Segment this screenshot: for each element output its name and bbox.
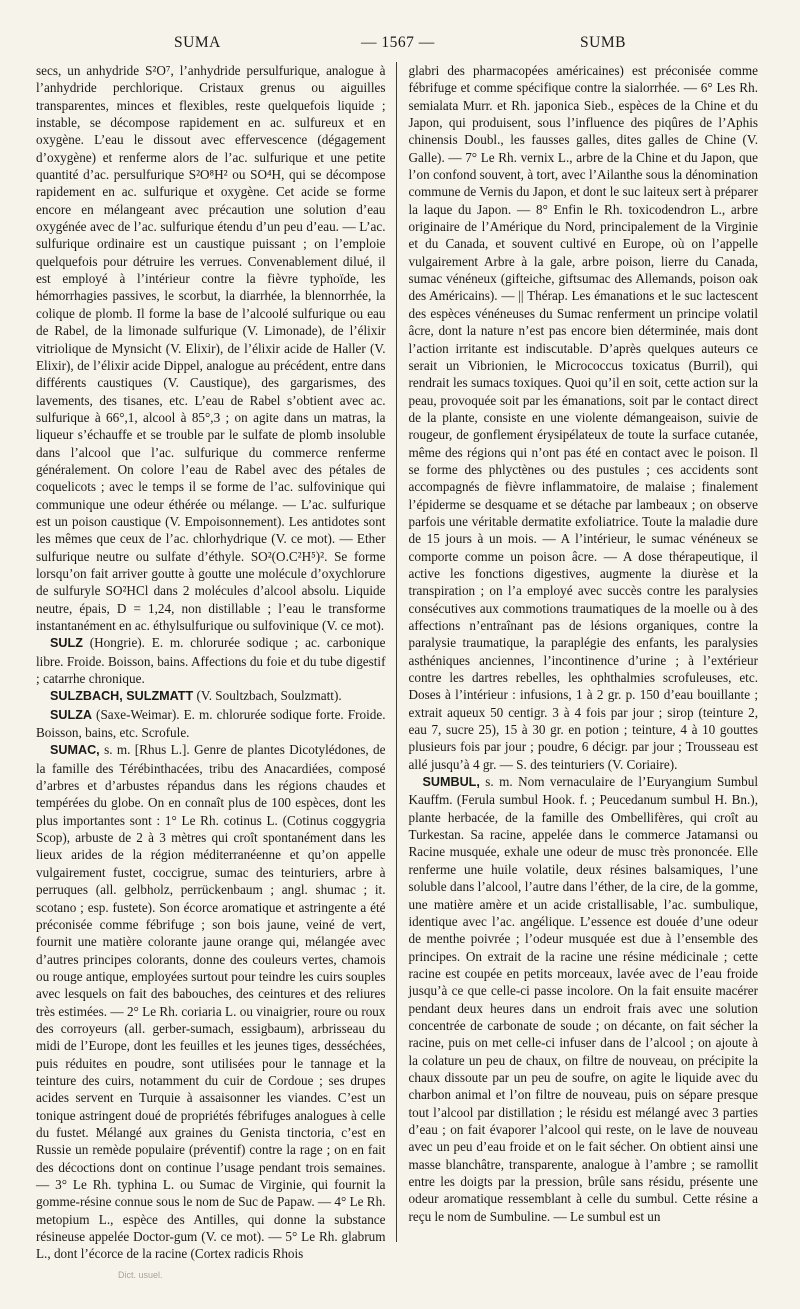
headword: SULZA — [50, 707, 92, 722]
continued-paragraph: secs, un anhydride S²O⁷, l’anhydride persulfurique, analogue à l’anhydride perchlorique. Cristaux grenus ou aiguilles transparentes, minces et flexibles, reste quelquefois liquide ; instable, se décompose rapidement en ac. sulfureux et en oxygène. L’eau le dissout avec effervescence (dégagement d’oxygène) et renferme alors de l’ac. sulfurique et une petite quantité d’ac. persulfurique S²O⁸H² ou SO⁴H, qui se décompose rapidement en ac. sulfurique et oxygène. Cet acide se forme encore en mélangeant avec précaution une solution d’eau oxygénée avec de l’ac. sulfurique étendu d’un peu d’eau. — L’ac. sulfurique ordinaire est un caustique puissant ; on l’emploie quelquefois pour détruire les verrues. Convenablement dilué, il est employé à l’intérieur contre la fièvre typhoïde, les hémorrhagies passives, le scorbut, la diarrhée, la blennorrhée, la colique de plomb. Il forme la base de l’alcoolé sulfurique ou eau de Rabel, de la limonade sulfurique (V. Limonade), de l’élixir vitriolique de Mynsicht (V. Elixir), de l’élixir acide de Haller (V. Elixir), de l’élixir acide Dippel, analogue au précédent, entre dans différents caustiques (V. Caustique), des gargarismes, des lavements, des tisanes, etc. L’eau de Rabel s’obtient avec ac. sulfurique à 66°,1, alcool à 85°,3 ; on agite dans un matras, la liqueur s’échauffe et se trouble par le sulfate de plomb insoluble dans l’alcool que l’ac. sulfurique du commerce renferme généralement. On colore l’eau de Rabel avec des pétales de coquelicots ; avec le temps il se forme de l’ac. sulfovinique qui communique une odeur éthérée ou mélange. — L’ac. sulfurique est un poison caustique (V. Empoisonnement). Les antidotes sont les mêmes que ceux de l’ac. chlorhydrique (V. ce mot). — Ether sulfurique neutre ou sulfate d’éthyle. SO²(O.C²H⁵)². Se forme lorsqu’on fait arriver goutte à goutte une molécule d’oxychlorure de sulfuryle SO²HCl dans 2 molécules d’alcool absolu. Liquide neutre, épais, D = 1,24, non distillable ; l’eau le transforme instantanément en ac. éthylsulfurique ou sulfovinique (V. ce mot). — [36, 63, 386, 633]
left-column — [36, 62, 396, 1263]
continued-paragraph: glabri des pharmacopées américaines) est préconisée comme fébrifuge et comme spécifique contre la sialorrhée. — 6° Les Rh. semialata Murr. et Rh. japonica Sieb., espèces de la Chine et du Japon, qui produisent, sous l’influence des piqûres de l’Aphis chinensis Doubl., les fausses galles, dites galles de Chine (V. Galle). — 7° Le Rh. vernix L., arbre de la Chine et du Japon, que l’on confond souvent, à tort, avec l’Ailanthe sous la dénomination commune de Vernis du Japon, et dont le suc laiteux sert à préparer la laque du Japon. — 8° Enfin le Rh. toxicodendron L., arbre originaire de l’Amérique du Nord, principalement de la Virginie et du Canada, et souvent cultivé en Europe, où on l’appelle vulgairement Arbre à la gale, arbre poison, lierre du Canada, sumac vénéneux (gifteiche, giftsumac des Allemands, poison oak des Américains). — || Thérap. Les émanations et le suc lactescent des espèces vénéneuses du Sumac renferment un principe volatil âcre, dont la nature n’est pas encore bien déterminée, mais dont l’action irritante est indiscutable. D’après quelques auteurs ce serait un Vibrionien, le Micrococcus toxicatus (Burril), qui rendrait les sumacs toxiques. Quoi qu’il en soit, cette action sur la peau, provoquée soit par les émanations, soit par le contact direct de la plante, consiste en une violente démangeaison, suivie de rougeur, de gonflement érysipélateux de toute la surface cutanée, même des régions qui n’ont pas été en contact avec le poison. Il se forme des phlyctènes ou des pustules ; ces accidents sont accompagnés de fièvre inflammatoire, de malaise ; finalement l’épiderme se desquame et se détache par lambeaux ; on observe parfois une véritable dermatite exfoliatrice. Toute la maladie dure de 15 jours à un mois. — A l’intérieur, le sumac vénéneux se comporte comme un poison âcre. — A dose thérapeutique, il active les fonctions digestives, augmente la diurèse et la transpiration ; on l’a employé avec succès contre les paralysies consécutives aux commotions traumatiques de la moelle ou à des affections n’entraînant pas de lésions organiques, contre la paralysie traumatique, la paraplégie des enfants, les paralysies asthéniques anciennes, l’incontinence d’urine ; à l’extérieur contre les dartres rebelles, les ophthalmies scrofuleuses, etc. Doses à l’intérieur : infusions, 1 à 2 gr. p. 150 d’eau bouillante ; extrait aqueux 50 centigr. 3 à 4 fois par jour ; sirop (teinture 2, eau 7, sucre 25), 15 à 30 gr. en potion ; teinture, 4 à 10 gouttes plusieurs fois par jour ; poudre, 6 décigr. par jour ; Trousseau est allé jusqu’à 4 gr. — S. des teinturiers (V. Coriaire). — [408, 63, 758, 772]
header-left-word: SUMA — [174, 34, 221, 51]
headword: SULZ — [50, 636, 83, 651]
entry-text: s. m. Nom vernaculaire de l’Euryangium Sumbul Kauffm. (Ferula sumbul Hook. f. ; Peucedanum sumbul H. Bn.), plante herbacée, de la famille des Ombellifères, qui croît au Turkestan. Sa racine, appelée dans le commerce Jatamansi ou Racine musquée, exhale une odeur de musc très prononcée. Elle renferme une huile volatile, deux résines balsamiques, l’une soluble dans l’alcool, l’autre dans l’éther, de la cire, de la gomme, une matière amère et un acide cristallisable, l’ac. sumbulique, identique avec l’ac. angélique. L’essence est douée d’une odeur de menthe poivrée ; l’odeur musquée est due à l’ensemble des principes. On extrait de la racine une résine médicinale ; cette racine est coupée en petits morceaux, lavée avec de l’eau froide jusqu’à ce que celle-ci passe incolore. On la fait ensuite macérer pendant deux heures dans un endroit frais avec une solution concentrée de carbonate de soude ; on décante, on fait sécher la racine, puis on met celle-ci infuser dans de l’alcool ; on ajoute à la colature un peu de chaux, on filtre de nouveau, on précipite la chaux dissoute par un peu de soufre, on agite le liquide avec du charbon animal et l’on filtre de nouveau, puis on sépare presque tout l’alcool par distillation ; le résidu est mélangé avec 3 parties d’eau ; on fait évaporer l’alcool qui reste, on le lave de nouveau avec un peu d’eau froide et on le fait sécher. On obtient ainsi une masse blanchâtre, transparente, analogue à l’ambre ; se ramollit entre les doigts par la pression, brûle sans résidu, présente une odeur aromatique ressemblant à celle du sumbul. Cette résine a reçu le nom de Sumbuline. — Le sumbul est un — [408, 774, 759, 1224]
entry-text: (V. Soultzbach, Soulzmatt). — [196, 688, 342, 704]
two-column-body — [36, 62, 758, 1263]
running-header — [36, 34, 758, 62]
right-column — [405, 62, 759, 1263]
headword: SULZBACH, SULZMATT — [50, 689, 194, 704]
entry-text: (Saxe-Weimar). E. m. chlorurée sodique forte. Froide. Boisson, bains, etc. Scrofule. — [36, 706, 386, 741]
entry-text: s. m. [Rhus L.]. Genre de plantes Dicotylédones, de la famille des Térébinthacées, tribu des Anacardiées, composé d’arbres et d’arbustes répandus dans les régions chaudes et tempérées du globe. On en connaît plus de 100 espèces, dont les plus importantes sont : 1° Le Rh. cotinus L. (Cotinus coggygria Scop), arbuste de 2 à 3 mètres qui croît spontanément dans les lieux arides de la région méditerranéenne et qu’on appelle vulgairement fustet, coccigrue, sumac des teinturiers, arbre à perruques (all. gelbholz, perrückenbaum ; angl. shumac ; it. scotano ; esp. fustete). Son écorce aromatique et astringente a été préconisée comme fébrifuge ; son bois jaune, veiné de vert, fournit une matière colorante jaune orange qui, mélangée avec d’autres principes colorants, donne des couleurs vertes, chamois ou rouge antique, employées surtout pour teindre les cuirs souples avec lesquels on fait des babouches, des ceintures et des reliures très estimées. — 2° Le Rh. coriaria L. ou vinaigrier, roure ou roux des corroyeurs (all. gerber-sumach, essigbaum), arbrisseau du midi de l’Europe, dont les feuilles et les jeunes tiges, desséchées, puis réduites en poudre, sont utilisées pour le tannage et la teinture des cuirs, notamment du cuir de Cordoue ; ses drupes acides servent en Turquie à assaisonner les viandes. C’est un tonique astringent doué de propriétés fébrifuges analogues à celle du fustet. Mélangé aux graines du Genista tinctoria, c’est en Russie un remède populaire (préventif) contre la rage ; on en fait des décoctions dont on continue l’usage pendant trois semaines. — 3° Le Rh. typhina L. ou Sumac de Virginie, qui fournit la gomme-résine connue sous le nom de Suc de Papaw. — 4° Le Rh. metopium L., espèce des Antilles, qui donne la substance résineuse appelée Doctor-gum (V. ce mot). — 5° Le Rh. glabrum L., dont l’écorce de la racine (Cortex radicis Rhois — [36, 742, 386, 1262]
entry-sumac — [36, 741, 386, 1262]
entry-sulza — [36, 706, 386, 742]
headword: SUMAC, — [50, 743, 100, 758]
entry-sumbul — [409, 773, 759, 1225]
page-number: — 1567 — — [361, 34, 435, 51]
entry-text: (Hongrie). E. m. chlorurée sodique ; ac. carbonique libre. Froide. Boisson, bains. Affections du foie et du tube digestif ; catarrhe chronique. — [36, 635, 386, 687]
entry-sulz — [36, 634, 386, 687]
header-right-word: SUMB — [580, 34, 626, 51]
footer-mark: Dict. usuel. — [118, 1270, 163, 1280]
headword: SUMBUL, — [422, 775, 480, 790]
column-divider — [396, 62, 397, 1242]
entry-sulzbach — [36, 687, 386, 705]
